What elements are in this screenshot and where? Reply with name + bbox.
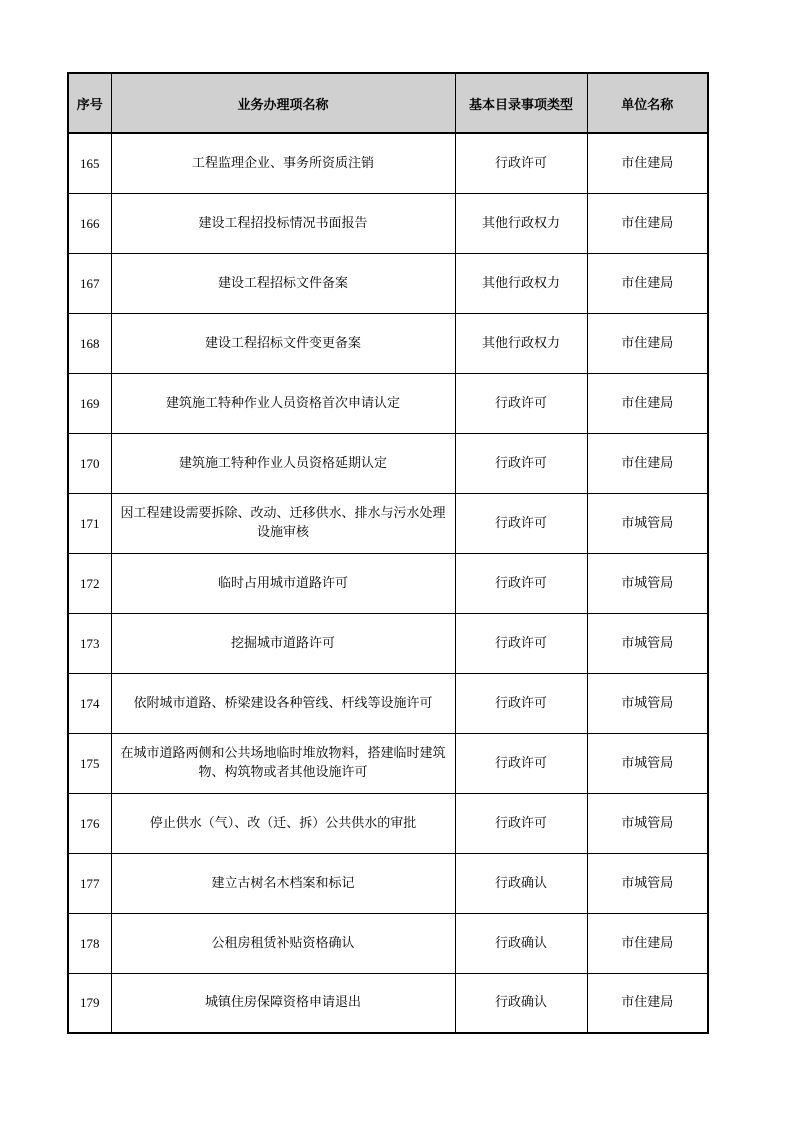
table-row — [68, 433, 708, 493]
row-type: 其他行政权力 — [455, 313, 587, 373]
row-name: 建筑施工特种作业人员资格延期认定 — [111, 433, 455, 493]
row-name: 建筑施工特种作业人员资格首次申请认定 — [111, 373, 455, 433]
row-type: 行政许可 — [455, 613, 587, 673]
table-row — [68, 493, 708, 553]
row-name: 因工程建设需要拆除、改动、迁移供水、排水与污水处理设施审核 — [111, 493, 455, 553]
row-num: 167 — [68, 253, 111, 313]
row-num: 175 — [68, 733, 111, 793]
header-row — [68, 73, 708, 133]
row-unit: 市城管局 — [587, 673, 708, 733]
row-type: 行政许可 — [455, 433, 587, 493]
table-row — [68, 793, 708, 853]
row-unit: 市住建局 — [587, 433, 708, 493]
row-unit: 市住建局 — [587, 913, 708, 973]
row-type: 行政许可 — [455, 793, 587, 853]
row-num: 170 — [68, 433, 111, 493]
row-num: 169 — [68, 373, 111, 433]
row-num: 174 — [68, 673, 111, 733]
row-num: 171 — [68, 493, 111, 553]
table-row — [68, 133, 708, 193]
row-num: 178 — [68, 913, 111, 973]
table-row — [68, 373, 708, 433]
header-unit: 单位名称 — [587, 73, 708, 133]
row-type: 其他行政权力 — [455, 193, 587, 253]
row-name: 工程监理企业、事务所资质注销 — [111, 133, 455, 193]
row-num: 168 — [68, 313, 111, 373]
row-type: 行政许可 — [455, 493, 587, 553]
row-type: 其他行政权力 — [455, 253, 587, 313]
row-num: 173 — [68, 613, 111, 673]
row-unit: 市住建局 — [587, 373, 708, 433]
row-unit: 市城管局 — [587, 853, 708, 913]
row-name: 挖掘城市道路许可 — [111, 613, 455, 673]
header-type: 基本目录事项类型 — [455, 73, 587, 133]
table-row — [68, 973, 708, 1033]
row-unit: 市城管局 — [587, 493, 708, 553]
table-header — [68, 73, 708, 133]
table-row — [68, 193, 708, 253]
table-row — [68, 613, 708, 673]
row-unit: 市住建局 — [587, 313, 708, 373]
row-name: 建立古树名木档案和标记 — [111, 853, 455, 913]
row-type: 行政许可 — [455, 733, 587, 793]
table-body — [68, 133, 708, 1033]
row-num: 166 — [68, 193, 111, 253]
row-num: 172 — [68, 553, 111, 613]
row-num: 179 — [68, 973, 111, 1033]
row-name: 临时占用城市道路许可 — [111, 553, 455, 613]
table-row — [68, 853, 708, 913]
row-type: 行政许可 — [455, 553, 587, 613]
table-row — [68, 673, 708, 733]
row-num: 165 — [68, 133, 111, 193]
row-unit: 市城管局 — [587, 793, 708, 853]
row-name: 城镇住房保障资格申请退出 — [111, 973, 455, 1033]
table-row — [68, 913, 708, 973]
row-name: 依附城市道路、桥梁建设各种管线、杆线等设施许可 — [111, 673, 455, 733]
row-name: 建设工程招标文件备案 — [111, 253, 455, 313]
table-row — [68, 313, 708, 373]
row-type: 行政许可 — [455, 673, 587, 733]
row-type: 行政确认 — [455, 853, 587, 913]
row-unit: 市住建局 — [587, 253, 708, 313]
service-items-table — [67, 72, 709, 1034]
row-name: 建设工程招标文件变更备案 — [111, 313, 455, 373]
row-unit: 市城管局 — [587, 733, 708, 793]
row-unit: 市住建局 — [587, 973, 708, 1033]
table-row — [68, 253, 708, 313]
row-unit: 市住建局 — [587, 133, 708, 193]
row-num: 176 — [68, 793, 111, 853]
row-unit: 市城管局 — [587, 553, 708, 613]
row-name: 停止供水（气）、改（迁、拆）公共供水的审批 — [111, 793, 455, 853]
row-type: 行政许可 — [455, 373, 587, 433]
header-name: 业务办理项名称 — [111, 73, 455, 133]
row-type: 行政确认 — [455, 913, 587, 973]
header-num: 序号 — [68, 73, 111, 133]
row-type: 行政确认 — [455, 973, 587, 1033]
table-row — [68, 733, 708, 793]
row-unit: 市住建局 — [587, 193, 708, 253]
row-num: 177 — [68, 853, 111, 913]
table-row — [68, 553, 708, 613]
row-name: 公租房租赁补贴资格确认 — [111, 913, 455, 973]
row-unit: 市城管局 — [587, 613, 708, 673]
row-name: 在城市道路两侧和公共场地临时堆放物料，搭建临时建筑物、构筑物或者其他设施许可 — [111, 733, 455, 793]
row-name: 建设工程招投标情况书面报告 — [111, 193, 455, 253]
row-type: 行政许可 — [455, 133, 587, 193]
